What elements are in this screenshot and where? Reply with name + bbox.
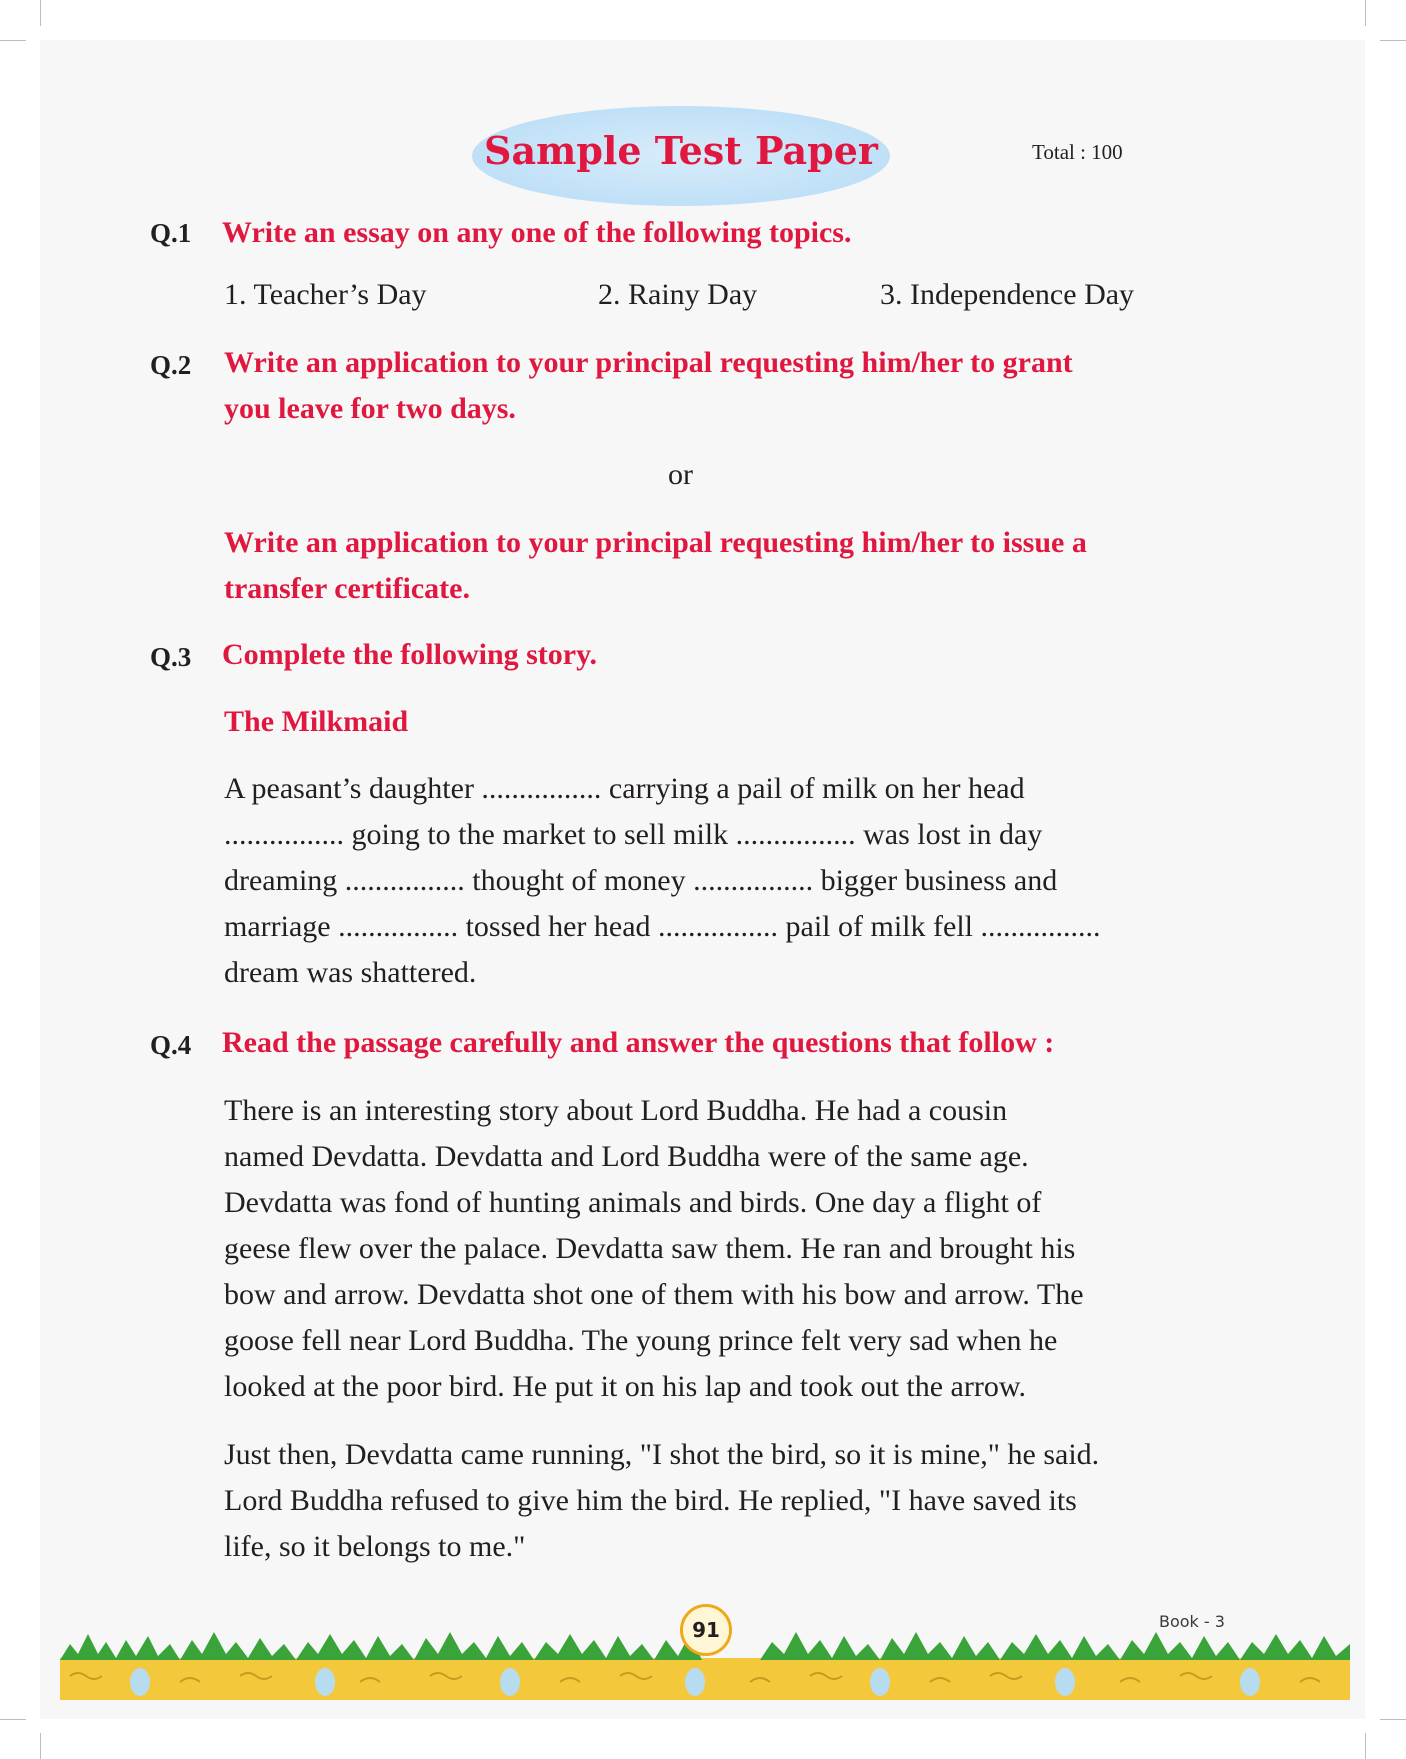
or-separator: or (668, 458, 693, 491)
crop-mark (0, 1719, 26, 1720)
passage-line: bow and arrow. Devdatta shot one of them with his bow and arrow. The (224, 1278, 1084, 1311)
passage-line: Just then, Devdatta came running, "I shot the bird, so it is mine," he said. (224, 1438, 1100, 1471)
question-4-number: Q.4 (150, 1030, 192, 1060)
story-line: A peasant’s daughter ................ carrying a pail of milk on her head (224, 772, 1025, 805)
crop-mark (40, 0, 41, 26)
story-line: ................ going to the market to sell milk ................ was lost in day (224, 818, 1043, 851)
crop-mark (1380, 1719, 1406, 1720)
passage-line: geese flew over the palace. Devdatta saw them. He ran and brought his (224, 1232, 1076, 1265)
question-3-number: Q.3 (150, 642, 192, 672)
page-number: 91 (680, 1604, 732, 1656)
crop-mark (40, 1733, 41, 1759)
total-marks: Total : 100 (1032, 140, 1123, 164)
question-2-line-2: you leave for two days. (224, 392, 516, 425)
passage-line: Lord Buddha refused to give him the bird. He replied, "I have saved its (224, 1484, 1077, 1517)
story-line: marriage ................ tossed her head ................ pail of milk fell ................ (224, 910, 1101, 943)
crop-mark (1365, 0, 1366, 26)
passage-line: Devdatta was fond of hunting animals and birds. One day a flight of (224, 1186, 1042, 1219)
passage-line: goose fell near Lord Buddha. The young prince felt very sad when he (224, 1324, 1058, 1357)
question-4-text: Read the passage carefully and answer the questions that follow : (222, 1026, 1055, 1059)
question-3-text: Complete the following story. (222, 638, 597, 671)
question-2-number: Q.2 (150, 350, 192, 380)
story-line: dream was shattered. (224, 956, 477, 989)
crop-mark (1365, 1733, 1366, 1759)
question-2-alt-line-1: Write an application to your principal requesting him/her to issue a (224, 526, 1087, 559)
question-2-alt-line-2: transfer certificate. (224, 572, 470, 605)
story-title: The Milkmaid (224, 705, 409, 738)
crop-mark (0, 40, 26, 41)
page-title: Sample Test Paper (484, 128, 878, 173)
crop-mark (1380, 40, 1406, 41)
topic-3: 3. Independence Day (880, 278, 1135, 311)
story-line: dreaming ................ thought of money ................ bigger business and (224, 864, 1058, 897)
footer-ground (60, 1658, 1350, 1700)
question-number: Q.1 (150, 218, 192, 248)
question-text: Write an essay on any one of the following topics. (222, 216, 852, 249)
question-2-line-1: Write an application to your principal requesting him/her to grant (224, 346, 1073, 379)
passage-line: named Devdatta. Devdatta and Lord Buddha were of the same age. (224, 1140, 1029, 1173)
passage-line: looked at the poor bird. He put it on his lap and took out the arrow. (224, 1370, 1027, 1403)
topic-1: 1. Teacher’s Day (224, 278, 427, 311)
book-label: Book - 3 (1159, 1612, 1225, 1631)
passage-line: life, so it belongs to me." (224, 1530, 526, 1563)
passage-line: There is an interesting story about Lord Buddha. He had a cousin (224, 1094, 1008, 1127)
topic-2: 2. Rainy Day (598, 278, 758, 311)
